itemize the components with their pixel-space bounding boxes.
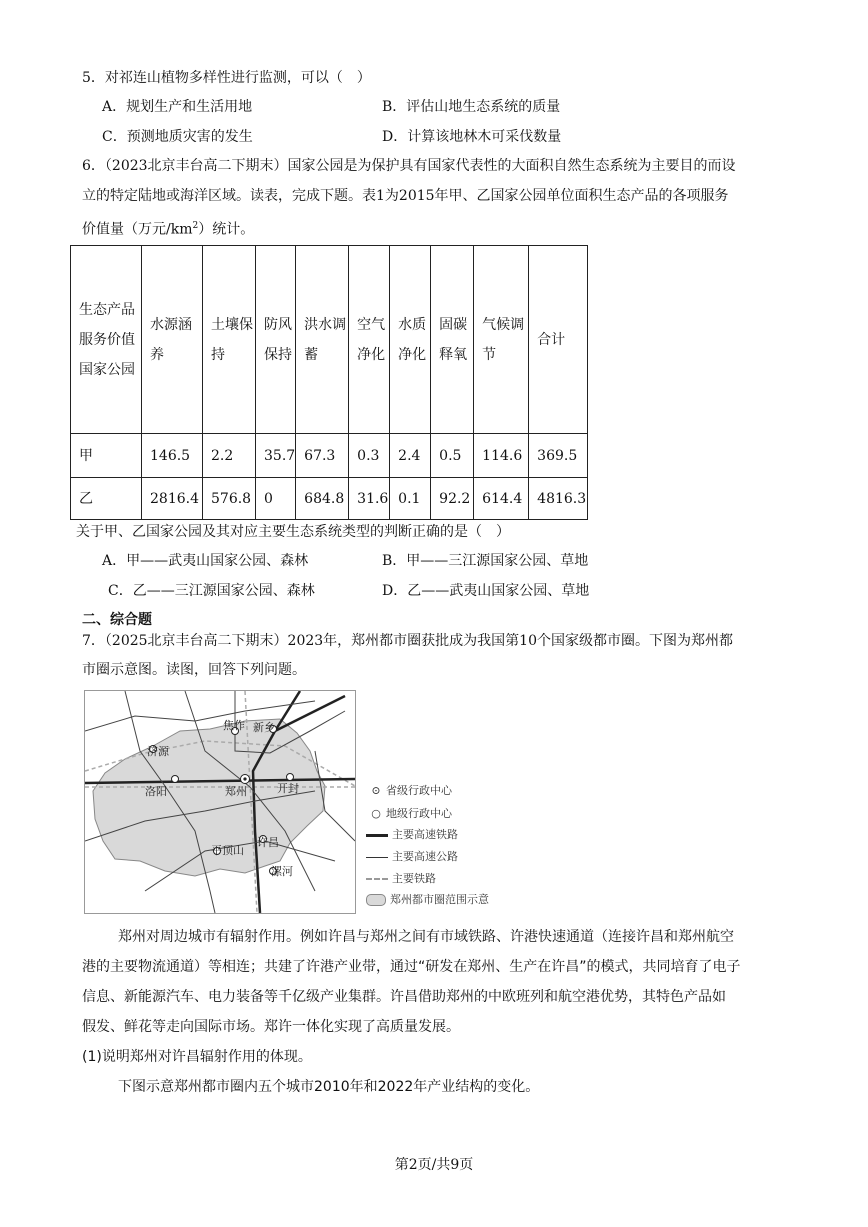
table-header: 气候调节 bbox=[474, 246, 529, 434]
city-label: 漯河 bbox=[271, 865, 293, 878]
table-cell: 576.8 bbox=[203, 478, 256, 520]
q5-option-a: A．规划生产和生活用地 bbox=[102, 99, 253, 115]
table-cell: 0.1 bbox=[390, 478, 431, 520]
row-name: 甲 bbox=[71, 434, 142, 478]
legend-prefecture: ○ 地级行政中心 bbox=[366, 805, 452, 821]
q6-question: 关于甲、乙国家公园及其对应主要生态系统类型的判断正确的是（ ） bbox=[76, 524, 510, 540]
metro-region bbox=[93, 719, 325, 876]
city-label: 济源 bbox=[147, 745, 169, 758]
table-cell: 146.5 bbox=[142, 434, 203, 478]
table-header: 洪水调蓄 bbox=[296, 246, 349, 434]
city-label: 开封 bbox=[277, 782, 299, 795]
city-label: 许昌 bbox=[257, 836, 279, 849]
table-header: 水源涵养 bbox=[142, 246, 203, 434]
table-cell: 0.3 bbox=[349, 434, 390, 478]
q5-option-b: B．评估山地生态系统的质量 bbox=[382, 99, 561, 115]
table-cell: 92.2 bbox=[431, 478, 474, 520]
table-cell: 2816.4 bbox=[142, 478, 203, 520]
table-header: 合计 bbox=[529, 246, 588, 434]
table-cell: 114.6 bbox=[474, 434, 529, 478]
legend-highway: 主要高速公路 bbox=[366, 848, 458, 864]
map-graphic bbox=[85, 691, 355, 913]
q6-option-b: B．甲——三江源国家公园、草地 bbox=[382, 553, 589, 569]
table-cell: 0 bbox=[256, 478, 296, 520]
q6-option-d: D．乙——武夷山国家公园、草地 bbox=[382, 583, 590, 599]
prefecture-center-icon: ○ bbox=[371, 807, 381, 820]
provincial-center-icon: ⊙ bbox=[371, 784, 381, 797]
table-cell: 2.2 bbox=[203, 434, 256, 478]
q6-option-c: C．乙——三江源国家公园、森林 bbox=[108, 583, 315, 599]
page-footer: 第2页/共9页 bbox=[394, 1157, 474, 1173]
table-cell: 31.6 bbox=[349, 478, 390, 520]
table-header-corner: 生态产品服务价值国家公园 bbox=[71, 246, 142, 434]
q7-stem-line1: 7．（2025北京丰台高二下期末）2023年，郑州都市圈获批成为我国第10个国家级都市圈。下图为郑州都 bbox=[82, 633, 733, 649]
q5-option-d: D．计算该地林木可采伐数量 bbox=[382, 129, 562, 145]
q7-sub1: (1)说明郑州对许昌辐射作用的体现。 bbox=[82, 1049, 312, 1065]
table-cell: 614.4 bbox=[474, 478, 529, 520]
table-cell: 35.7 bbox=[256, 434, 296, 478]
table-header: 空气净化 bbox=[349, 246, 390, 434]
section-title: 二、综合题 bbox=[82, 612, 152, 628]
table-cell: 369.5 bbox=[529, 434, 588, 478]
city-label: 洛阳 bbox=[145, 785, 167, 798]
table-row bbox=[71, 478, 588, 520]
city-label: 郑州 bbox=[225, 785, 247, 798]
q5-option-c: C．预测地质灾害的发生 bbox=[102, 129, 253, 145]
railway-line-icon bbox=[366, 878, 388, 880]
ecosystem-value-table bbox=[70, 245, 588, 520]
q7-paragraph: 郑州对周边城市有辐射作用。例如许昌与郑州之间有市域铁路、许港快速通道（连接许昌和郑州航空 港的主要物流通道）等相连；共建了许港产业带，通过“研发在郑州、生产在许昌”的模式，共同培育了电子 信息、新能源汽车、电力装备等千亿级产业集群。许昌借助郑州的中欧班列和航空港优势，其特色产品如 假发、鲜花等走向国际市场。郑许一体化实现了高质量发展。 (1)说明郑州对许昌辐射作用的体现。 下图示意郑州都市圈内五个城市2010年和2022年产业结构的变化。 bbox=[82, 922, 822, 1102]
legend-provincial: ⊙ 省级行政中心 bbox=[366, 782, 452, 798]
city-marker bbox=[287, 774, 294, 781]
city-label: 焦作 bbox=[223, 719, 245, 732]
table-cell: 684.8 bbox=[296, 478, 349, 520]
legend-railway: 主要铁路 bbox=[366, 870, 436, 886]
q7-stem-line2: 市圈示意图。读图，回答下列问题。 bbox=[82, 662, 306, 678]
city-label: 新乡 bbox=[253, 721, 275, 734]
q6-stem-line3: 价值量（万元$/km^2$）统计。 bbox=[82, 221, 255, 238]
q6-option-a: A．甲——武夷山国家公园、森林 bbox=[102, 553, 309, 569]
capital-marker-dot bbox=[243, 777, 246, 780]
city-label: 平顶山 bbox=[211, 844, 244, 857]
q5-stem: 5．对祁连山植物多样性进行监测，可以（ ） bbox=[82, 70, 371, 86]
table-cell: 67.3 bbox=[296, 434, 349, 478]
hsr-line-icon bbox=[366, 834, 388, 837]
table-header: 土壤保持 bbox=[203, 246, 256, 434]
q7-sub2-intro: 下图示意郑州都市圈内五个城市2010年和2022年产业结构的变化。 bbox=[118, 1079, 540, 1095]
table-cell: 2.4 bbox=[390, 434, 431, 478]
legend-metro-area: 郑州都市圈范围示意 bbox=[366, 891, 489, 907]
metro-area-icon bbox=[366, 894, 386, 906]
q6-stem-line1: 6．（2023北京丰台高二下期末）国家公园是为保护具有国家代表性的大面积自然生态系统为主要目的而设 bbox=[82, 158, 736, 174]
table-cell: 0.5 bbox=[431, 434, 474, 478]
q6-stem-line2: 立的特定陆地或海洋区域。读表，完成下题。表1为2015年甲、乙国家公园单位面积生态产品的各项服务 bbox=[82, 188, 729, 204]
table-header: 固碳释氧 bbox=[431, 246, 474, 434]
legend-hsr: 主要高速铁路 bbox=[366, 826, 458, 842]
zhengzhou-metro-map bbox=[84, 690, 356, 914]
row-name: 乙 bbox=[71, 478, 142, 520]
table-header: 防风保持 bbox=[256, 246, 296, 434]
table-header: 水质净化 bbox=[390, 246, 431, 434]
highway-line-icon bbox=[366, 857, 388, 858]
table-cell: 4816.3 bbox=[529, 478, 588, 520]
table-row bbox=[71, 434, 588, 478]
city-marker bbox=[172, 776, 179, 783]
